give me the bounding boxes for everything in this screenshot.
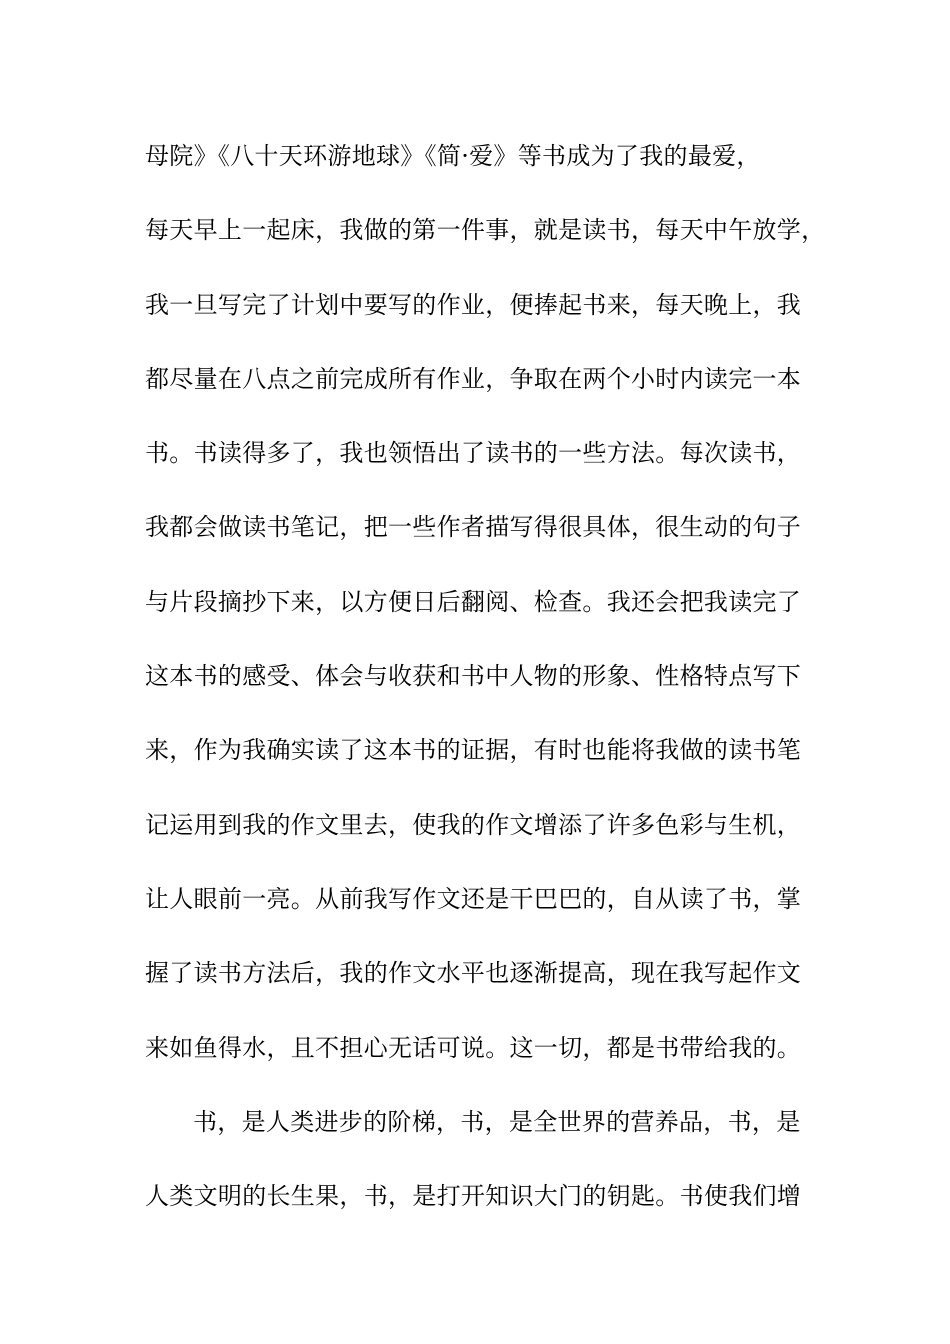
text-line: 每天早上一起床，我做的第一件事，就是读书，每天中午放学， <box>145 216 826 245</box>
text-line: 人类文明的长生果，书，是打开知识大门的钥匙。书使我们增 <box>145 1182 802 1211</box>
paragraph-start-line: 书，是人类进步的阶梯，书，是全世界的营养品，书，是 <box>193 1107 801 1136</box>
text-line: 与片段摘抄下来，以方便日后翻阅、检查。我还会把我读完了 <box>145 587 802 616</box>
text-line: 我都会做读书笔记，把一些作者描写得很具体，很生动的句子 <box>145 513 802 542</box>
text-line: 母院》《八十天环游地球》《简·爱》等书成为了我的最爱， <box>145 142 761 170</box>
text-line: 都尽量在八点之前完成所有作业，争取在两个小时内读完一本 <box>145 364 802 393</box>
text-line: 来，作为我确实读了这本书的证据，有时也能将我做的读书笔 <box>145 736 802 765</box>
text-line: 来如鱼得水，且不担心无话可说。这一切，都是书带给我的。 <box>145 1033 802 1062</box>
body-text <box>145 132 826 1246</box>
text-line: 书。书读得多了，我也领悟出了读书的一些方法。每次读书， <box>145 439 802 468</box>
text-line: 我一旦写完了计划中要写的作业，便捧起书来，每天晚上，我 <box>145 290 802 319</box>
text-line: 记运用到我的作文里去，使我的作文增添了许多色彩与生机， <box>145 810 802 839</box>
text-line: 让人眼前一亮。从前我写作文还是干巴巴的，自从读了书，掌 <box>145 884 802 913</box>
text-line: 握了读书方法后，我的作文水平也逐渐提高，现在我写起作文 <box>145 959 802 988</box>
text-line: 这本书的感受、体会与收获和书中人物的形象、性格特点写下 <box>145 662 802 691</box>
